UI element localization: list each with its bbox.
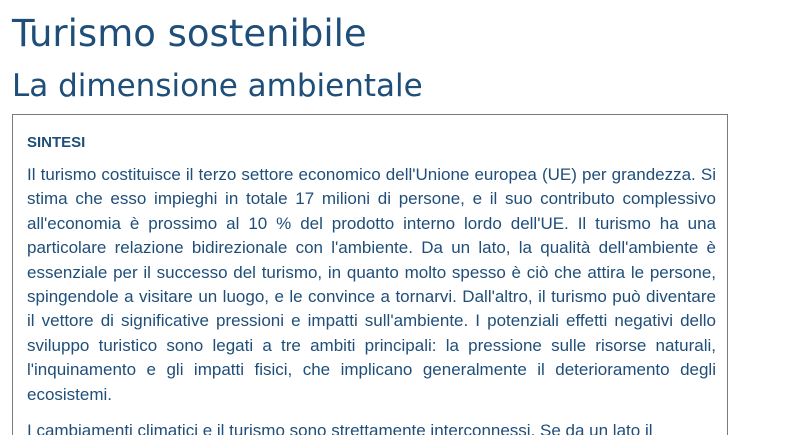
page-subtitle: La dimensione ambientale [12, 68, 423, 104]
summary-paragraph-1: Il turismo costituisce il terzo settore economico dell'Unione europea (UE) per grandezza. Si stima che esso impieghi in totale 17 milioni di persone, e il suo contributo complessivo all'economia è prossimo al 10 % del prodotto interno lordo dell'UE. Il turismo ha una particolare relazione bidirezionale con l'ambiente. Da un lato, la qualità dell'ambiente è essenziale per il successo del turismo, in quanto molto spesso è ciò che attira le persone, spingendole a visitare un luogo, e le convince a tornarvi. Dall'altro, il turismo può diventare il vettore di significative pressioni e impatti sull'ambiente. I potenziali effetti negativi dello sviluppo turistico sono legati a tre ambiti principali: la pressione sulle risorse naturali, l'inquinamento e gli impatti fisici, che implicano generalmente il deterioramento degli ecosistemi. [27, 165, 716, 404]
summary-paragraph-2: I cambiamenti climatici e il turismo sono strettamente interconnessi. Se da un lato il [27, 421, 653, 435]
page-title: Turismo sostenibile [12, 12, 367, 55]
summary-heading: SINTESI [27, 134, 86, 151]
summary-box [12, 114, 728, 435]
